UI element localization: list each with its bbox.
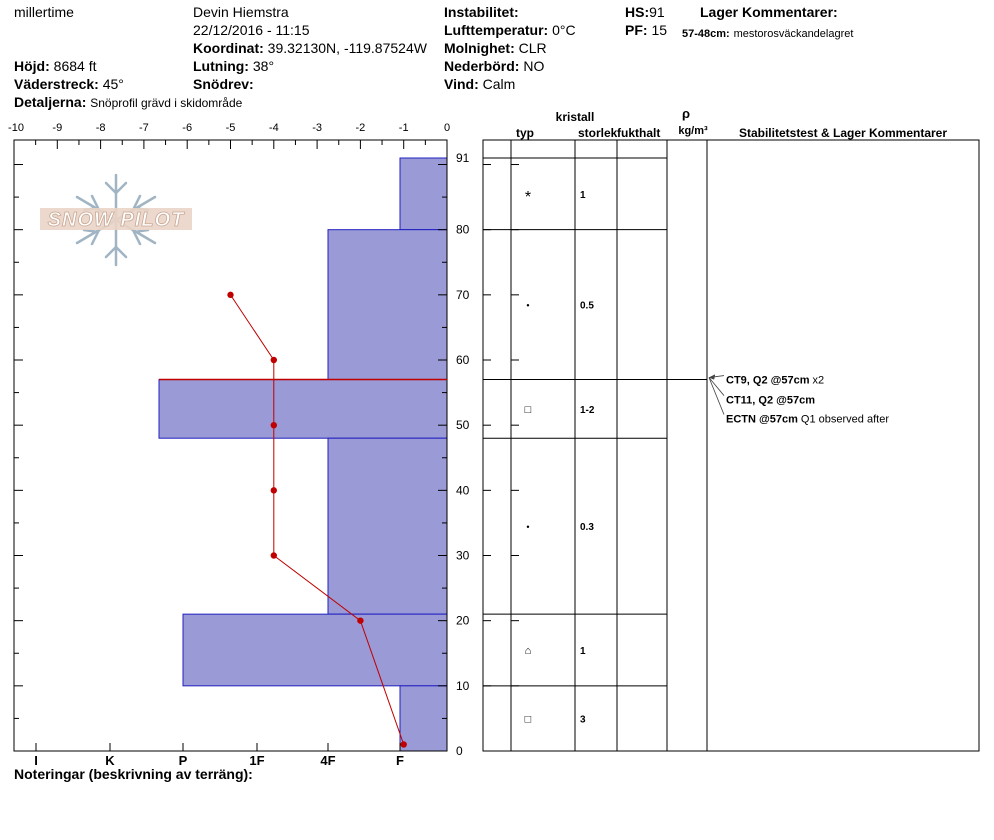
height-tick-label: 80 <box>456 222 470 237</box>
airtemp-value: 0°C <box>552 22 576 38</box>
hardness-layer-bar <box>400 686 447 751</box>
layer-table-frame <box>483 140 979 751</box>
instability-label: Instabilitet: <box>444 4 519 20</box>
temperature-point <box>271 422 277 428</box>
hardness-tick-label: 4F <box>320 753 336 768</box>
precip-value: NO <box>523 58 545 74</box>
height-tick-label: 70 <box>456 287 470 302</box>
stability-test-note: Q1 observed after <box>797 413 889 426</box>
hs-value: 91 <box>649 4 665 20</box>
hardness-layer-bar <box>328 438 447 614</box>
notes-label: Noteringar (beskrivning av terräng): <box>14 766 253 782</box>
rounded-grains-icon: • <box>526 522 530 533</box>
coordinate-value: 39.32130N, -119.87524W <box>267 40 427 56</box>
grain-size-label: 0.5 <box>580 300 594 312</box>
temperature-point <box>271 357 277 363</box>
height-tick-label: 10 <box>456 678 470 693</box>
pf-value: 15 <box>651 22 668 38</box>
height-tick-label: 50 <box>456 418 470 433</box>
grain-size-label: 0.3 <box>580 522 594 534</box>
stability-test-code: CT9, Q2 @57cm <box>726 374 810 387</box>
stability-test-code: ECTN @57cm <box>726 413 798 426</box>
header-comments: Stabilitetstest & Lager Kommentarer <box>738 126 948 140</box>
melt-freeze-crust-icon: ⌂ <box>524 644 532 657</box>
elevation-label: Höjd: <box>14 58 50 74</box>
slope-label: Lutning: <box>193 58 249 74</box>
wind-label: Vind: <box>444 76 479 92</box>
height-tick-label: 60 <box>456 353 470 368</box>
temp-tick-label: 0 <box>443 122 451 134</box>
hardness-layer-bar <box>400 158 447 230</box>
aspect-value: 45° <box>102 76 124 92</box>
hardness-tick-label: F <box>396 753 404 768</box>
profile-author: Devin Hiemstra <box>193 4 289 20</box>
hardness-layer-bar <box>183 614 447 686</box>
rounded-grains-icon: • <box>526 300 530 311</box>
hardness-tick-label: P <box>178 753 188 768</box>
temp-tick-label: -2 <box>355 122 366 134</box>
test-pointer-line <box>709 378 724 415</box>
temp-tick-label: -5 <box>225 122 236 134</box>
elevation-value: 8684 ft <box>53 58 97 74</box>
height-tick-label: 0 <box>456 744 463 758</box>
coordinate-label: Koordinat: <box>193 40 264 56</box>
drift-label: Snödrev: <box>193 76 254 92</box>
stability-test-row <box>726 395 815 407</box>
faceted-crystals-icon: □ <box>524 403 532 416</box>
grain-size-label: 1-2 <box>580 404 595 416</box>
slope-value: 38° <box>252 58 275 74</box>
layer-comment-range: 57-48cm: <box>682 28 730 40</box>
temp-tick-label: -7 <box>139 122 149 134</box>
hardness-tick-label: I <box>34 753 38 768</box>
test-pointer-line <box>709 378 724 396</box>
hardness-tick-label: K <box>105 753 115 768</box>
sky-label: Molnighet: <box>444 40 515 56</box>
temp-tick-label: -4 <box>268 122 279 134</box>
details-label: Detaljerna: <box>14 94 87 110</box>
header-kristall: kristall <box>555 110 595 124</box>
details-value: Snöprofil grävd i skidområde <box>90 96 243 110</box>
temp-tick-label: -9 <box>52 122 63 134</box>
temperature-point <box>401 741 407 747</box>
sky-value: CLR <box>518 40 547 56</box>
header-density-unit: kg/m³ <box>678 125 708 137</box>
temp-tick-label: -1 <box>398 122 409 134</box>
header-rho: ρ <box>681 106 691 121</box>
height-tick-label: 91 <box>456 151 470 165</box>
stability-test-code: CT11, Q2 @57cm <box>726 394 815 407</box>
temp-tick-label: -3 <box>312 122 322 134</box>
height-tick-label: 40 <box>456 483 470 498</box>
precipitation-particles-icon: * <box>524 188 532 206</box>
temperature-point <box>357 617 363 623</box>
snowpilot-logo <box>40 175 192 265</box>
aspect-label: Väderstreck: <box>14 76 99 92</box>
header-storlek: storlek <box>578 126 618 140</box>
stability-test-note: x2 <box>809 374 825 387</box>
temp-tick-label: -8 <box>95 122 106 134</box>
temp-tick-label: -6 <box>182 122 193 134</box>
hardness-layer-bar <box>328 230 447 380</box>
grain-size-label: 3 <box>580 714 586 726</box>
header-fukthalt: fukthalt <box>617 126 661 140</box>
layer-comment-text: mestorosväckandelagret <box>733 28 854 40</box>
temperature-point <box>227 292 233 298</box>
pf-label: PF: <box>625 22 648 38</box>
height-tick-label: 30 <box>456 548 470 563</box>
height-tick-label: 20 <box>456 613 470 628</box>
faceted-crystals-icon: □ <box>524 713 532 726</box>
hardness-layer-bar <box>159 380 447 439</box>
profile-datetime: 22/12/2016 - 11:15 <box>193 22 310 38</box>
airtemp-label: Lufttemperatur: <box>444 22 549 38</box>
stability-test-row <box>726 375 824 387</box>
temperature-point <box>271 552 277 558</box>
temp-tick-label: -10 <box>8 122 24 134</box>
hs-label: HS: <box>625 4 650 20</box>
hardness-tick-label: 1F <box>249 753 265 768</box>
logo-text: SNOW PILOT <box>47 209 185 231</box>
grain-size-label: 1 <box>580 189 586 201</box>
grain-size-label: 1 <box>580 645 586 657</box>
observer-name: millertime <box>14 4 74 20</box>
header-typ: typ <box>516 126 534 140</box>
temperature-point <box>271 487 277 493</box>
stability-test-row <box>726 414 889 426</box>
wind-value: Calm <box>482 76 516 92</box>
precip-label: Nederbörd: <box>444 58 520 74</box>
layer-comments-title: Lager Kommentarer: <box>700 4 838 20</box>
